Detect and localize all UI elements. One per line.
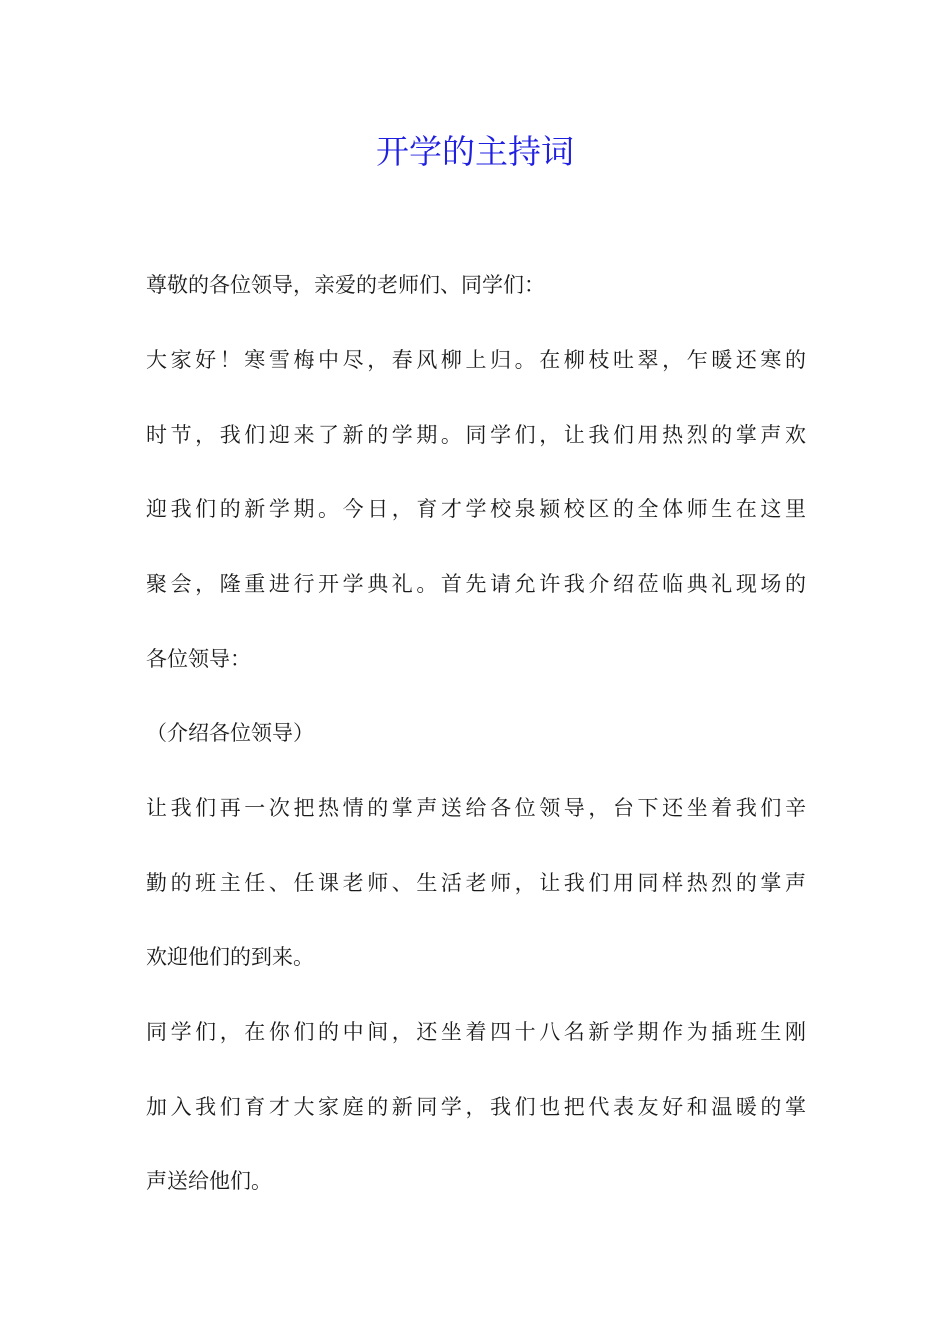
greeting-line: 尊敬的各位领导，亲爱的老师们、同学们： <box>146 273 545 297</box>
paragraph-line: 同学们，在你们的中间，还坐着四十八名新学期作为插班生刚 <box>146 1020 806 1044</box>
paragraph-line: 迎我们的新学期。今日，育才学校泉颍校区的全体师生在这里 <box>146 497 806 521</box>
paragraph-line: 时节，我们迎来了新的学期。同学们，让我们用热烈的掌声欢 <box>146 423 806 447</box>
stage-direction: （介绍各位领导） <box>146 721 314 745</box>
paragraph-line: 大家好！寒雪梅中尽，春风柳上归。在柳枝吐翠，乍暖还寒的 <box>146 348 806 372</box>
paragraph-line: 声送给他们。 <box>146 1169 272 1193</box>
paragraph-line: 各位领导： <box>146 647 251 671</box>
paragraph-line: 让我们再一次把热情的掌声送给各位领导，台下还坐着我们辛 <box>146 796 806 820</box>
paragraph-line: 欢迎他们的到来。 <box>146 945 314 969</box>
document-title: 开学的主持词 <box>376 132 574 171</box>
paragraph-line: 勤的班主任、任课老师、生活老师，让我们用同样热烈的掌声 <box>146 871 806 895</box>
paragraph-line: 聚会，隆重进行开学典礼。首先请允许我介绍莅临典礼现场的 <box>146 572 806 596</box>
paragraph-line: 加入我们育才大家庭的新同学，我们也把代表友好和温暖的掌 <box>146 1095 806 1119</box>
